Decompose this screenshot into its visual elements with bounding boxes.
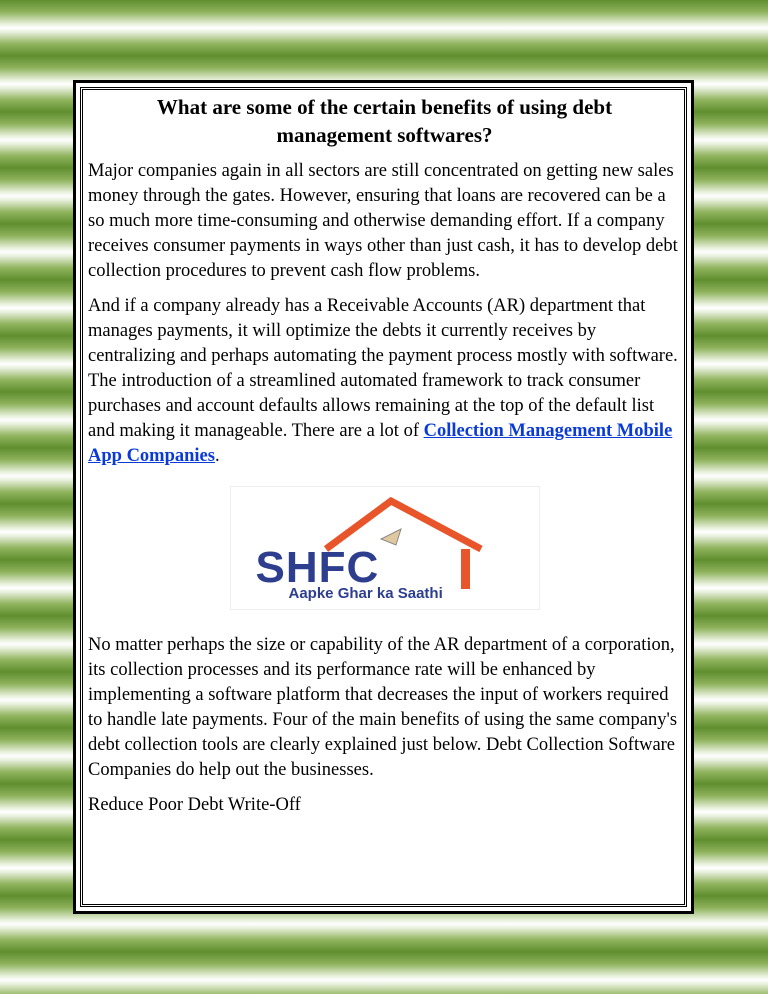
paragraph-1: Major companies again in all sectors are still concentrated on getting new sales money through the gates. However, ensuring that loans are recovered can be a so much more time-consuming and otherwise demanding effort. If a company receives consumer payments in ways other than just cash, it has to develop debt collection procedures to prevent cash flow problems. — [88, 161, 678, 281]
document-content — [88, 91, 681, 903]
paragraph-2-text: And if a company already has a Receivable Accounts (AR) department that manages payments, it will optimize the debts it currently receives by centralizing and perhaps automating the payment process mostly with software. The introduction of a streamlined automated framework to track consumer purchases and account defaults allows remaining at the top of the default list and making it manageable. There are a lot of — [88, 296, 678, 441]
collection-management-link[interactable]: Collection Management Mobile App Companies — [88, 421, 673, 466]
paragraph-2 — [88, 294, 681, 469]
logo-tagline: Aapke Ghar ka Saathi — [288, 585, 443, 602]
document-frame — [73, 80, 694, 914]
logo-text: SHFC — [255, 543, 380, 592]
paragraph-2-end: . — [214, 446, 220, 466]
paragraph-3: No matter perhaps the size or capability of the AR department of a corporation, its collection processes and its performance rate will be enhanced by implementing a software platform that decreases the input of workers required to handle late payments. Four of the main benefits of using the same company's debt collection tools are clearly explained just below. Debt Collection Software Companies do help out the businesses. — [88, 635, 678, 780]
article-title: What are some of the certain benefits of using debt management softwares? — [156, 95, 613, 147]
shfc-logo — [231, 487, 539, 609]
subheading: Reduce Poor Debt Write-Off — [88, 795, 301, 815]
